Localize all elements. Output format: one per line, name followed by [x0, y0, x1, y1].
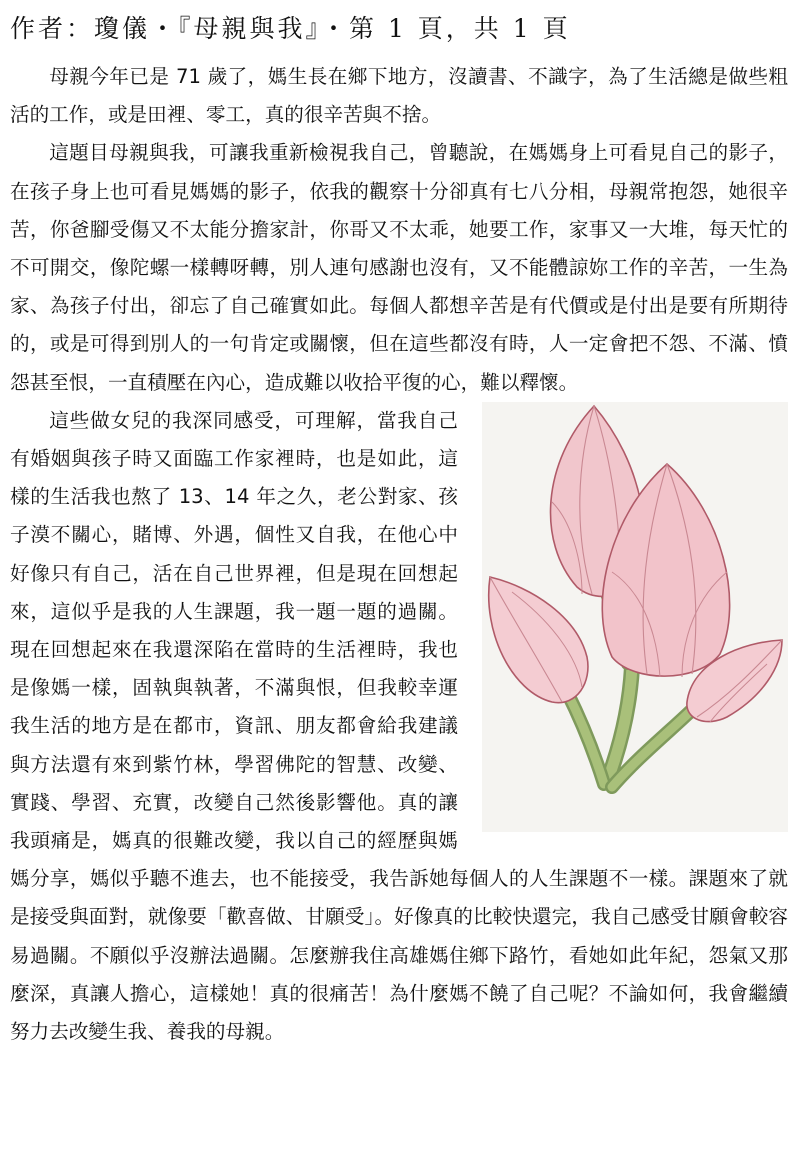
lotus-bud-drawing: [482, 402, 788, 832]
article-body: [10, 58, 788, 1051]
page-header: 作者：瓊儀・『母親與我』・第 1 頁，共 1 頁: [10, 14, 571, 43]
lotus-illustration: [470, 402, 788, 832]
paragraph-2: 這題目母親與我，可讓我重新檢視我自己，曾聽說，在媽媽身上可看見自己的影子，在孩子身上也可看見媽媽的影子，依我的觀察十分卻真有七八分相，母親常抱怨，她很辛苦，你爸腳受傷又不太能分擔家計，你哥又不太乖，她要工作，家事又一大堆，每天忙的不可開交，像陀螺一樣轉呀轉，別人連句感謝也沒有，又不能體諒妳工作的辛苦，一生為家、為孩子付出，卻忘了自己確實如此。每個人都想辛苦是有代價或是付出是要有所期待的，或是可得到別人的一句肯定或關懷，但在這些都沒有時，人一定會把不怨、不滿、憤怨甚至恨，一直積壓在內心，造成難以收拾平復的心，難以釋懷。: [10, 141, 788, 394]
paragraph-1: 母親今年已是 71 歲了，媽生長在鄉下地方，沒讀書、不識字，為了生活總是做些粗活的工作，或是田裡、零工，真的很辛苦與不捨。: [10, 65, 788, 127]
paragraph-3: 這些做女兒的我深同感受，可理解，當我自己有婚姻與孩子時又面臨工作家裡時，也是如此，這樣的生活我也熬了 13、14 年之久，老公對家、孩子漠不關心，賭博、外遇，個性又自我，在他心中好像只有自己，活在自己世界裡，但是現在回想起來，這似乎是我的人生課題，我一題一題的過關。現在回想起來在我還深陷在當時的生活裡時，我也是像媽一樣，固執與執著，不滿與恨，但我較幸運我生活的地方是在都市，資訊、朋友都會給我建議與方法還有來到紫竹林，學習佛陀的智慧、改變、實踐、學習、充實，改變自己然後影響他。真的讓我頭痛是，媽真的很難改變，我以自己的經歷與媽媽分享，媽似乎聽不進去，也不能接受，我告訴她每個人的人生課題不一樣。課題來了就是接受與面對，就像要「歡喜做、甘願受」。好像真的比較快還完，我自己感受甘願會較容易過關。不願似乎沒辦法過關。怎麼辦我住高雄媽住鄉下路竹，看她如此年紀，怨氣又那麼深，真讓人擔心，這樣她！真的很痛苦！為什麼媽不饒了自己呢？不論如何，我會繼續努力去改變生我、養我的母親。: [10, 408, 788, 1044]
